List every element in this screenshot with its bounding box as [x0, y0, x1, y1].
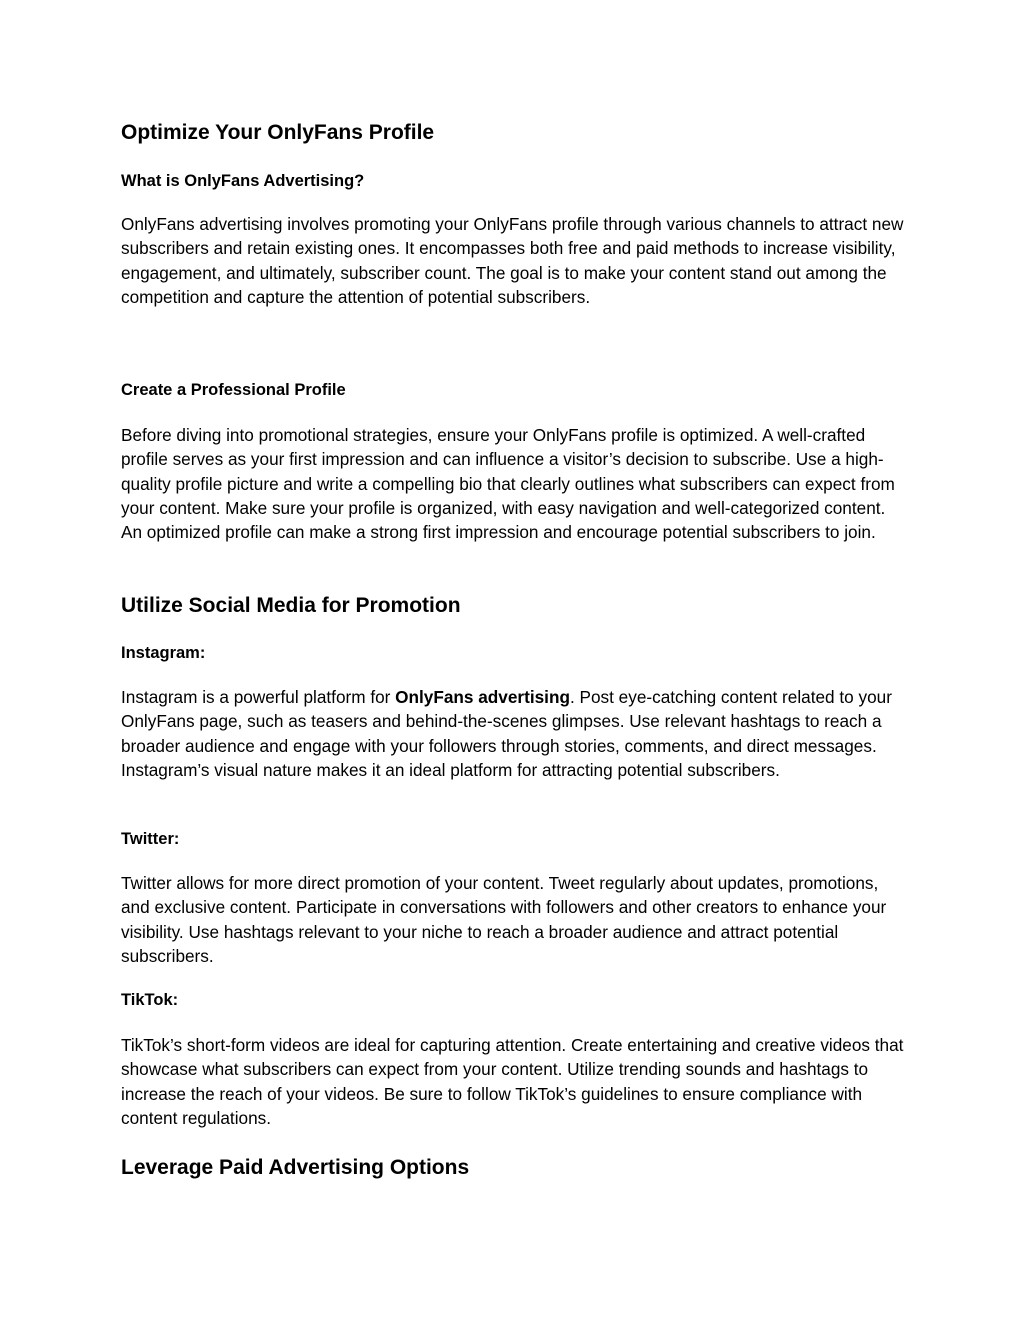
section-heading-what-is: What is OnlyFans Advertising? — [121, 172, 365, 190]
instagram-text-end: . Post eye-catching content related to your OnlyFans page, such as teasers and behind-the-scenes glimpses. Use relevant hashtags to reach a broader audience and engage with your followers through stories, comments, and direct messages. Instagram’s visual nature makes it an ideal platform for attracting potential subscribers. — [121, 687, 892, 780]
section-heading-professional-profile: Create a Professional Profile — [121, 381, 346, 399]
section-title-social-media: Utilize Social Media for Promotion — [121, 594, 461, 617]
subheading-twitter: Twitter: — [121, 830, 180, 848]
page-title: Optimize Your OnlyFans Profile — [121, 121, 435, 144]
instagram-text-start: Instagram is a powerful platform for — [121, 687, 396, 707]
paragraph-tiktok: TikTok’s short-form videos are ideal for capturing attention. Create entertaining and creative videos that showcase what subscribers can expect from your content. Utilize trending sounds and hashtags to increase the reach of your videos. Be sure to follow TikTok’s guidelines to ensure compliance with content regulations. — [121, 1035, 904, 1128]
subheading-tiktok: TikTok: — [121, 991, 179, 1009]
instagram-bold-keyword: OnlyFans advertising — [395, 687, 570, 707]
paragraph-professional-profile: Before diving into promotional strategies, ensure your OnlyFans profile is optimized. A well-crafted profile serves as your first impression and can influence a visitor’s decision to subscribe. Use a high-quality profile picture and write a compelling bio that clearly outlines what subscribers can expect from your content. Make sure your profile is organized, with easy navigation and well-categorized content. An optimized profile can make a strong first impression and encourage potential subscribers to join. — [121, 425, 895, 543]
section-title-paid-advertising: Leverage Paid Advertising Options — [121, 1156, 470, 1179]
subheading-instagram: Instagram: — [121, 644, 206, 662]
paragraph-what-is: OnlyFans advertising involves promoting your OnlyFans profile through various channels to attract new subscribers and retain existing ones. It encompasses both free and paid methods to increase visibility, engagement, and ultimately, subscriber count. The goal is to make your content stand out among the competition and capture the attention of potential subscribers. — [121, 214, 904, 307]
paragraph-instagram — [121, 685, 906, 782]
paragraph-twitter: Twitter allows for more direct promotion of your content. Tweet regularly about updates, promotions, and exclusive content. Participate in conversations with followers and other creators to enhance your visibility. Use hashtags relevant to your niche to reach a broader audience and attract potential subscribers. — [121, 873, 887, 966]
